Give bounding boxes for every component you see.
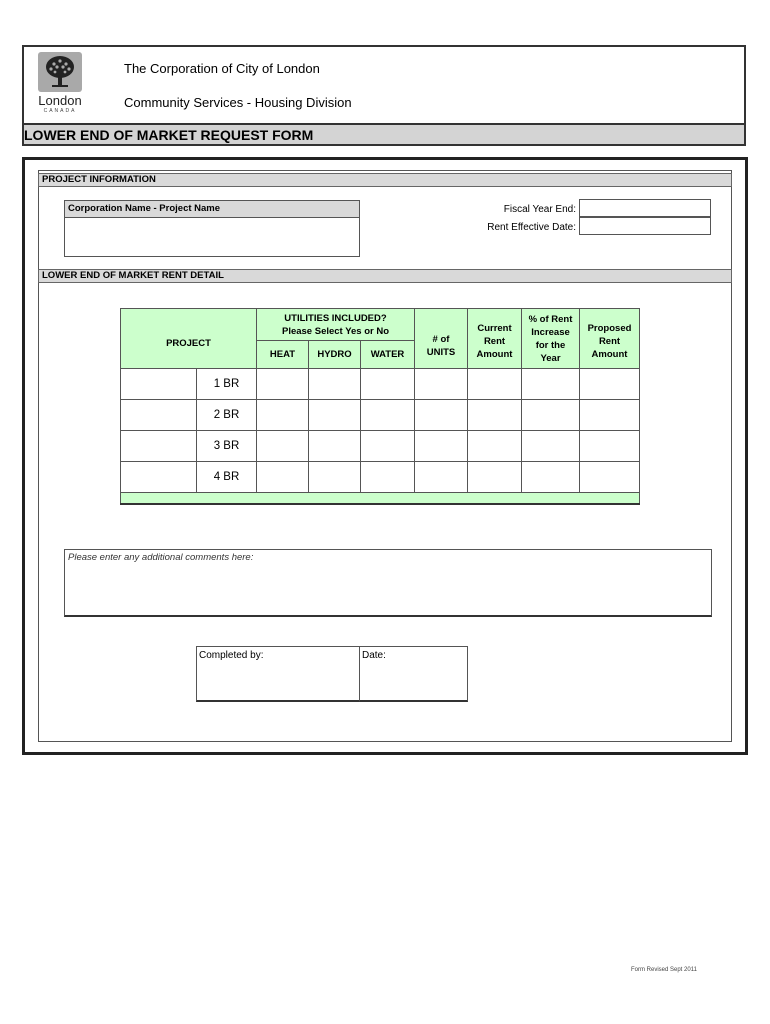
building-type-cell[interactable] xyxy=(121,431,197,462)
heat-cell[interactable] xyxy=(257,400,309,431)
current-rent-cell[interactable] xyxy=(468,400,522,431)
pct-increase-cell[interactable] xyxy=(522,431,580,462)
pct-increase-header-line2: Increase xyxy=(531,326,570,338)
units-header-line2: UNITS xyxy=(426,346,456,358)
pct-increase-header-line3: for the xyxy=(535,339,566,351)
proposed-rent-header-line1: Proposed xyxy=(587,323,632,334)
current-rent-header-line2: Rent xyxy=(483,336,506,347)
hydro-cell[interactable] xyxy=(309,431,361,462)
date-label: Date: xyxy=(362,650,386,661)
unit-type-cell: 2 BR xyxy=(197,400,257,431)
unit-type-cell: 4 BR xyxy=(197,462,257,493)
table-row xyxy=(121,462,640,493)
unit-type-cell: 1 BR xyxy=(197,369,257,400)
project-header xyxy=(121,309,257,369)
building-type-cell[interactable] xyxy=(121,400,197,431)
utilities-header-line2: Please Select Yes or No xyxy=(281,325,390,337)
table-row xyxy=(121,369,640,400)
utilities-header-line1: UTILITIES INCLUDED? xyxy=(284,312,387,324)
proposed-rent-header xyxy=(580,309,640,369)
heat-cell[interactable] xyxy=(257,462,309,493)
units-cell[interactable] xyxy=(415,431,468,462)
corp-name-label: Corporation Name - Project Name xyxy=(64,200,360,218)
header-box xyxy=(22,45,746,125)
pct-increase-cell[interactable] xyxy=(522,400,580,431)
pct-increase-header-line4: Year xyxy=(540,352,561,364)
completed-by-label: Completed by: xyxy=(199,650,264,661)
unit-type-cell: 3 BR xyxy=(197,431,257,462)
water-header: WATER xyxy=(361,341,415,369)
building-type-cell[interactable] xyxy=(121,369,197,400)
utilities-header xyxy=(257,309,415,341)
form-revision-note: Form Revised Sept 2011 xyxy=(631,967,697,973)
proposed-rent-cell[interactable] xyxy=(580,462,640,493)
units-cell[interactable] xyxy=(415,369,468,400)
logo-subtext: CANADA xyxy=(43,108,77,114)
proposed-rent-cell[interactable] xyxy=(580,369,640,400)
heat-cell[interactable] xyxy=(257,431,309,462)
hydro-header: HYDRO xyxy=(309,341,361,369)
hydro-cell[interactable] xyxy=(309,462,361,493)
pct-increase-header-line1: % of Rent xyxy=(528,313,573,325)
units-header xyxy=(415,309,468,369)
pct-increase-cell[interactable] xyxy=(522,462,580,493)
water-cell[interactable] xyxy=(361,369,415,400)
current-rent-cell[interactable] xyxy=(468,431,522,462)
city-logo xyxy=(32,52,88,114)
logo-wordmark: London xyxy=(38,93,82,108)
hydro-cell[interactable] xyxy=(309,369,361,400)
corporation-name: The Corporation of City of London xyxy=(124,61,320,76)
proposed-rent-cell[interactable] xyxy=(580,431,640,462)
units-header-line1: # of xyxy=(432,333,450,345)
current-rent-header-line1: Current xyxy=(477,323,512,334)
heat-cell[interactable] xyxy=(257,369,309,400)
pct-increase-cell[interactable] xyxy=(522,369,580,400)
proposed-rent-header-line3: Amount xyxy=(591,349,628,360)
fiscal-year-field[interactable] xyxy=(579,199,711,217)
water-cell[interactable] xyxy=(361,462,415,493)
comments-placeholder: Please enter any additional comments here: xyxy=(68,552,254,563)
water-cell[interactable] xyxy=(361,431,415,462)
current-rent-header xyxy=(468,309,522,369)
table-row xyxy=(121,431,640,462)
units-cell[interactable] xyxy=(415,400,468,431)
heat-header: HEAT xyxy=(257,341,309,369)
corp-name-field[interactable] xyxy=(64,217,360,257)
building-type-cell[interactable] xyxy=(121,462,197,493)
division-name: Community Services - Housing Division xyxy=(124,95,352,110)
proposed-rent-header-line2: Rent xyxy=(598,336,621,347)
current-rent-cell[interactable] xyxy=(468,369,522,400)
table-footer-band xyxy=(121,493,640,505)
pct-increase-header xyxy=(522,309,580,369)
current-rent-header-line3: Amount xyxy=(476,349,513,360)
hydro-cell[interactable] xyxy=(309,400,361,431)
rent-detail-section-title: LOWER END OF MARKET RENT DETAIL xyxy=(38,269,732,283)
fiscal-year-label: Fiscal Year End: xyxy=(503,204,576,215)
project-header-text: PROJECT xyxy=(166,338,211,349)
units-cell[interactable] xyxy=(415,462,468,493)
water-cell[interactable] xyxy=(361,400,415,431)
current-rent-cell[interactable] xyxy=(468,462,522,493)
rent-detail-table xyxy=(120,308,640,505)
table-footer-row xyxy=(121,493,640,505)
form-title: LOWER END OF MARKET REQUEST FORM xyxy=(24,127,314,143)
rent-effective-field[interactable] xyxy=(579,217,711,235)
rent-effective-label: Rent Effective Date: xyxy=(487,222,576,233)
project-info-section-title: PROJECT INFORMATION xyxy=(38,173,732,187)
table-row xyxy=(121,400,640,431)
proposed-rent-cell[interactable] xyxy=(580,400,640,431)
tree-icon xyxy=(38,52,82,92)
